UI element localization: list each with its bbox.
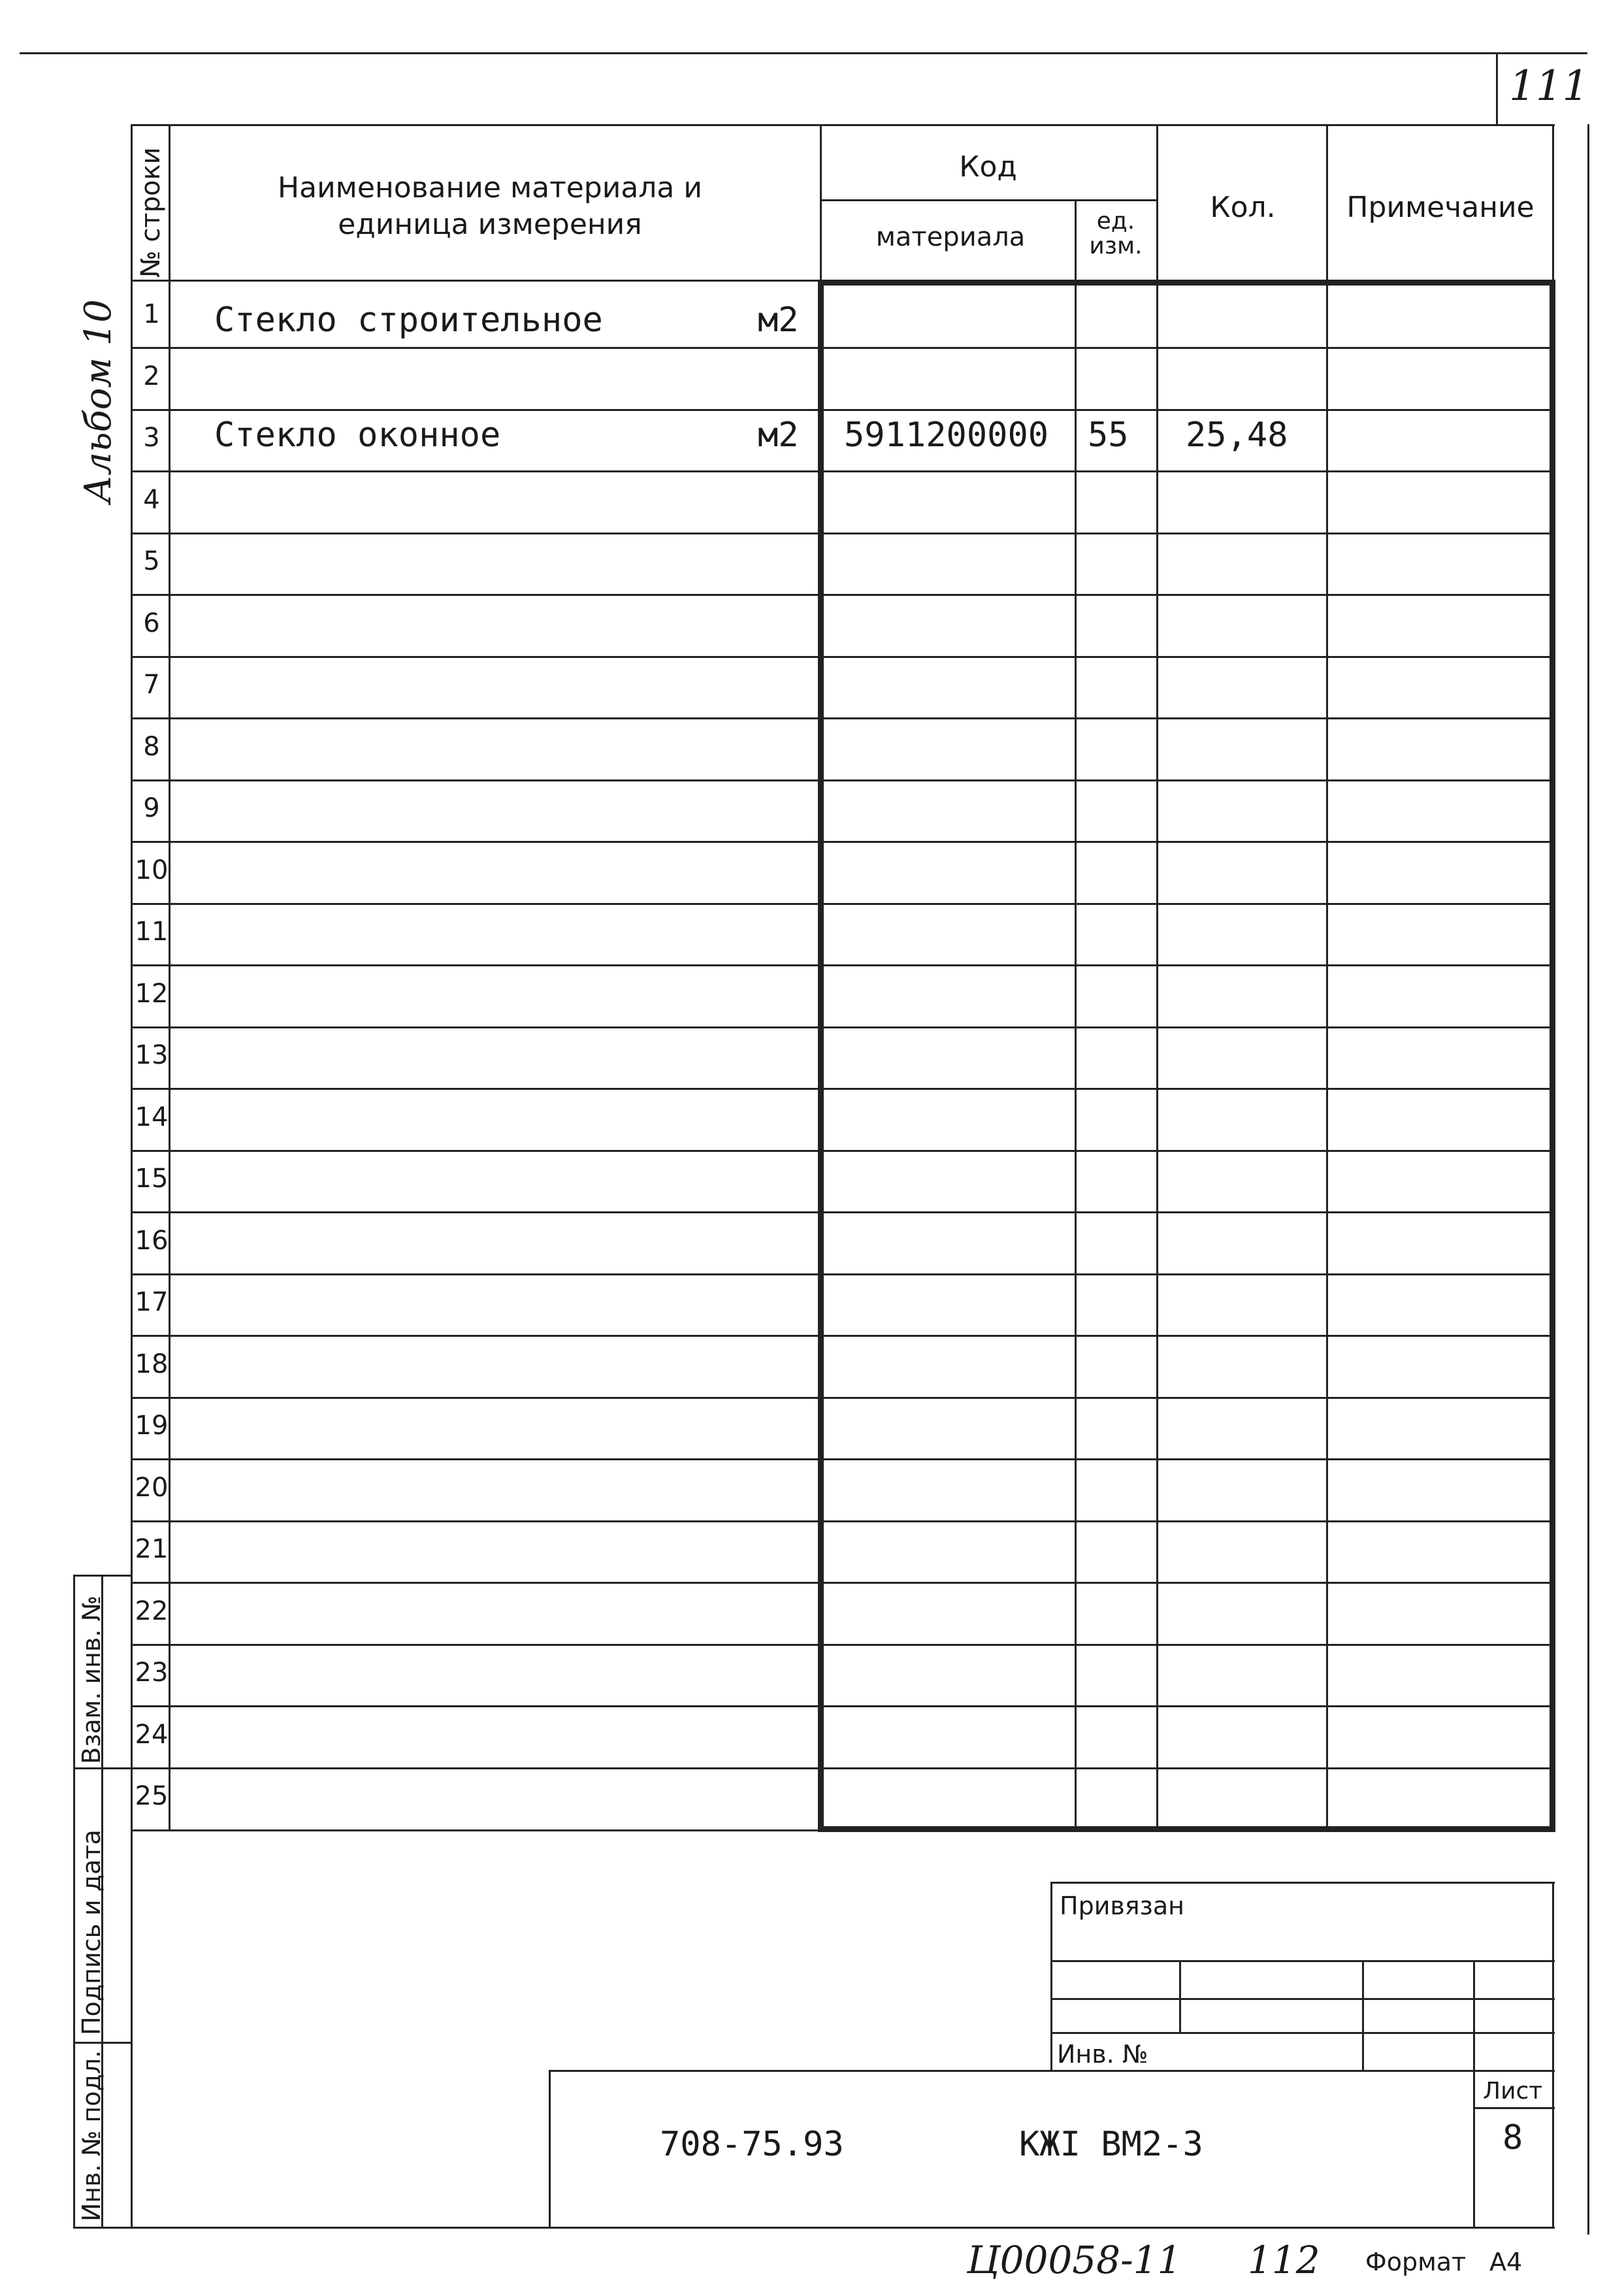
row-number-header: № строки [136, 147, 166, 278]
qty-header: Кол. [1210, 191, 1276, 224]
qty-col-left-divider [1156, 124, 1158, 281]
table-bottom-line [131, 1829, 823, 1831]
row-number: 15 [135, 1164, 169, 1194]
row-separator [131, 1767, 1552, 1769]
document-code: КЖI ВМ2-3 [1019, 2125, 1203, 2164]
bound-grid-line-1 [1050, 1960, 1555, 1962]
stamp-left-border [73, 1575, 75, 2228]
note-col-divider [1326, 285, 1328, 1827]
row-separator [131, 1211, 1552, 1213]
name-col-divider [820, 124, 822, 281]
right-frame-line [1587, 124, 1589, 2235]
row-separator [131, 1644, 1552, 1646]
data-box-right [1550, 280, 1555, 1832]
name-header-line2: единица измерения [338, 208, 642, 241]
row-number: 9 [143, 793, 160, 823]
row-separator [131, 1582, 1552, 1584]
doc-block-left [549, 2070, 551, 2228]
page-number: 111 [1509, 62, 1589, 110]
row-separator [131, 1273, 1552, 1275]
row-separator [131, 409, 1552, 411]
sheet-label: Лист [1483, 2078, 1543, 2105]
row-separator [131, 1335, 1552, 1337]
signature-date-label: Подпись и дата [77, 1829, 106, 2035]
unit-code-col-divider [1075, 285, 1077, 1827]
replacement-inv-label: Взам. инв. № [77, 1595, 106, 1764]
unit-code-header-line1: ед. [1096, 208, 1135, 235]
data-box-bottom [818, 1826, 1555, 1832]
row-separator [131, 594, 1552, 596]
row-number: 5 [143, 546, 160, 576]
bound-grid-line-3 [1050, 2032, 1555, 2034]
row-1-name: Стекло строительное [214, 301, 603, 340]
top-rule [20, 52, 1587, 54]
table-left-border [131, 124, 133, 2228]
table-top-border [131, 124, 1555, 126]
row-separator [131, 903, 1552, 905]
note-header: Примечание [1346, 191, 1535, 224]
row-separator [131, 779, 1552, 781]
row-number: 14 [135, 1102, 169, 1132]
album-note: Альбом 10 [77, 299, 120, 503]
bound-label: Привязан [1060, 1892, 1184, 1920]
row-number: 23 [135, 1658, 169, 1688]
row-separator [131, 1705, 1552, 1707]
row-number: 10 [135, 855, 169, 885]
handwritten-page-number: 112 [1248, 2238, 1320, 2282]
doc-block-top [549, 2070, 1555, 2072]
row-separator [131, 1458, 1552, 1460]
row-number: 8 [143, 732, 160, 762]
bound-grid-col-1 [1179, 1960, 1181, 2032]
row-number: 2 [143, 361, 160, 391]
row-number: 24 [135, 1720, 169, 1750]
sheet-label-line [1473, 2107, 1555, 2109]
row-separator [131, 347, 1552, 349]
note-col-left-divider [1326, 124, 1328, 281]
qty-col-divider [1156, 285, 1158, 1827]
row-number: 19 [135, 1411, 169, 1441]
row-separator [131, 841, 1552, 843]
bound-block-right [1552, 1882, 1554, 2228]
row-separator [131, 717, 1552, 719]
header-bottom-line [131, 280, 823, 282]
row-separator [131, 1026, 1552, 1028]
row-number: 12 [135, 979, 169, 1009]
row-number: 6 [143, 608, 160, 638]
row-separator [131, 1150, 1552, 1152]
row-3-name: Стекло оконное [214, 416, 501, 455]
handwritten-archive-code: Ц00058-11 [967, 2238, 1182, 2282]
row-1-unit: м2 [758, 301, 799, 340]
name-header-line1: Наименование материала и [278, 171, 702, 205]
code-subheader-line [820, 199, 1156, 201]
row-3-material-code: 5911200000 [844, 416, 1049, 455]
code-header: Код [959, 150, 1017, 184]
row-separator [131, 1088, 1552, 1090]
row-separator [131, 1397, 1552, 1399]
row-number: 4 [143, 485, 160, 515]
row-number: 25 [135, 1781, 169, 1811]
row-3-unit-code: 55 [1088, 416, 1129, 455]
row-number: 22 [135, 1596, 169, 1626]
inv-label: Инв. № [1057, 2040, 1148, 2069]
row-number-divider [169, 124, 171, 1829]
data-box-left [818, 280, 824, 1832]
sheet-cell-left [1473, 2070, 1475, 2228]
bound-block-left [1050, 1882, 1052, 2071]
page-number-divider [1496, 52, 1498, 124]
row-number: 17 [135, 1287, 169, 1317]
row-number: 20 [135, 1473, 169, 1503]
row-separator [131, 964, 1552, 966]
row-separator [131, 1520, 1552, 1522]
table-right-border [1552, 124, 1554, 281]
row-separator [131, 470, 1552, 472]
format-label: Формат [1365, 2248, 1467, 2276]
row-3-quantity: 25,48 [1186, 416, 1288, 455]
row-separator [131, 656, 1552, 658]
bound-grid-col-2 [1362, 1960, 1364, 2071]
stamp-bottom [73, 2227, 1555, 2229]
row-number: 21 [135, 1534, 169, 1564]
row-number: 16 [135, 1226, 169, 1256]
row-number: 13 [135, 1040, 169, 1070]
row-number: 18 [135, 1349, 169, 1379]
material-code-header: материала [875, 222, 1026, 252]
bound-grid-col-3 [1473, 1960, 1475, 2071]
bound-block-top [1050, 1882, 1555, 1884]
format-value: А4 [1489, 2248, 1523, 2276]
row-number: 1 [143, 299, 160, 329]
document-number: 708-75.93 [660, 2125, 844, 2164]
row-number: 11 [135, 917, 169, 947]
sheet-number: 8 [1502, 2118, 1523, 2157]
original-inv-label: Инв. № подл. [77, 2050, 106, 2221]
row-number: 3 [143, 423, 160, 453]
data-box-top [818, 280, 1555, 286]
row-separator [131, 533, 1552, 534]
unit-code-header-line2: изм. [1089, 233, 1143, 259]
row-3-unit: м2 [758, 416, 799, 455]
row-number: 7 [143, 670, 160, 700]
bound-grid-line-2 [1050, 1998, 1555, 2000]
